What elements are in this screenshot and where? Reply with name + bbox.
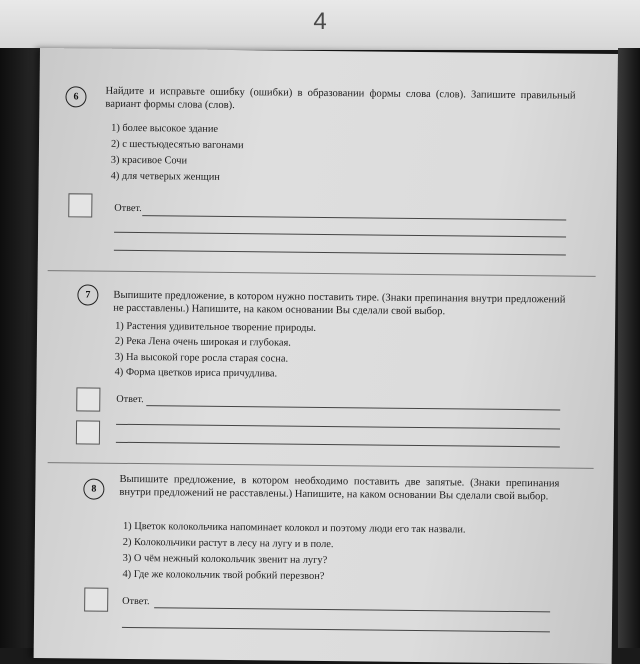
section-divider [48, 270, 596, 277]
score-box[interactable] [76, 387, 100, 411]
answer-line[interactable] [116, 424, 560, 430]
option-3: 3) На высокой горе росла старая сосна. [114, 351, 289, 365]
answer-label: Ответ. [114, 202, 142, 215]
option-2: 2) Река Лена очень широкая и глубокая. [114, 335, 291, 349]
answer-line[interactable] [142, 215, 566, 220]
task-number: 8 [83, 478, 104, 499]
answer-line[interactable] [116, 442, 560, 448]
option-1: 1) Цветок колокольчика напоминает колокол и поэтому люди его так назвали. [122, 520, 466, 536]
section-divider [48, 462, 594, 469]
score-box[interactable] [84, 587, 108, 611]
task-number: 6 [65, 86, 86, 107]
option-2: 2) с шестьюдесятью вагонами [110, 138, 244, 152]
option-2: 2) Колокольчики растут в лесу на лугу и в поле. [122, 536, 334, 551]
task-prompt: Выпишите предложение, в котором нужно поставить тире. (Знаки препинания внутри предложений не расставлены.) Напишите, на каком основании Вы сделали свой выбор. [113, 289, 566, 318]
option-3: 3) красивое Сочи [110, 154, 188, 167]
option-4: 4) Форма цветков ириса причудлива. [114, 366, 278, 380]
page-number: 4 [313, 8, 327, 35]
option-1: 1) более высокое здание [111, 122, 219, 135]
task-prompt: Найдите и исправьте ошибку (ошибки) в образовании формы слова (слов). Запишите правильный вариант формы слова (слов). [105, 85, 576, 112]
answer-label: Ответ. [116, 393, 144, 406]
answer-line[interactable] [122, 627, 550, 632]
option-3: 3) О чём нежный колокольчик звенит на лугу? [122, 552, 328, 567]
answer-line[interactable] [114, 232, 566, 238]
option-4: 4) для четверых женщин [110, 170, 220, 183]
task-number: 7 [77, 284, 98, 305]
answer-line[interactable] [146, 405, 560, 410]
score-box[interactable] [68, 193, 92, 217]
exam-sheet [34, 48, 618, 664]
right-shadow [618, 48, 640, 648]
score-box[interactable] [76, 420, 100, 444]
task-prompt: Выпишите предложение, в котором необходимо поставить две запятые. (Знаки препинания внутри предложений не расставлены.) Напишите, на каком основании Вы сделали свой выбор. [119, 473, 560, 503]
answer-line[interactable] [154, 607, 550, 612]
answer-label: Ответ. [122, 595, 150, 608]
option-4: 4) Где же колокольчик твой робкий перезвон? [122, 568, 325, 583]
answer-line[interactable] [114, 250, 566, 256]
option-1: 1) Растения удивительное творение природы. [115, 320, 317, 334]
